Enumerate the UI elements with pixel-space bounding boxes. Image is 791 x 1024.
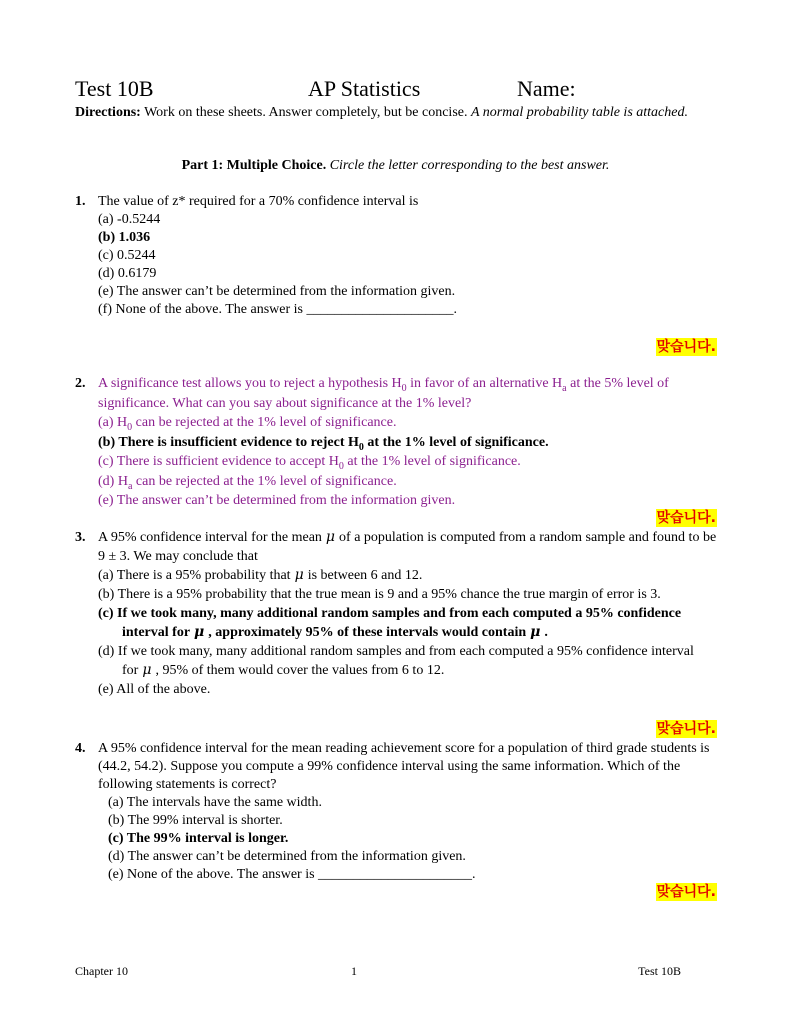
correct-badge: 맞습니다.	[656, 884, 716, 900]
question-number: 1.	[75, 194, 86, 209]
option-a[interactable]: (a) The intervals have the same width.	[108, 795, 322, 810]
question-stem: A significance test allows you to reject a hypothesis $H_0$ in favor of an alternative $H_a$ at the 5% level of significance. What can you say about significance at the 1% level?	[98, 376, 669, 411]
question-number: 2.	[75, 376, 86, 391]
directions	[75, 104, 715, 122]
mu-symbol: μ	[530, 624, 541, 640]
mu-symbol: μ	[194, 624, 205, 640]
option-d[interactable]: (d) 0.6179	[98, 266, 157, 281]
question-4	[75, 740, 720, 884]
page-footer	[75, 964, 681, 978]
footer-page-number: 1	[351, 964, 357, 978]
directions-italic: A normal probability table is attached.	[470, 105, 688, 120]
name-label: Name:	[517, 76, 576, 101]
question-3	[75, 528, 720, 699]
question-stem: The value of z* required for a 70% confidence interval is	[98, 194, 419, 209]
option-b[interactable]: (b) There is insufficient evidence to reject $H_0$ at the 1% level of significance.	[98, 434, 549, 453]
option-e[interactable]: (e) All of the above.	[98, 682, 211, 697]
option-b[interactable]: (b) The 99% interval is shorter.	[108, 813, 283, 828]
question-stem: A 95% confidence interval for the mean μ of a population is computed from a random sample and found to be 9 ± 3. We may conclude that	[98, 529, 717, 564]
option-d[interactable]: (d) The answer can’t be determined from the information given.	[108, 849, 466, 864]
option-e[interactable]: (e) The answer can’t be determined from the information given.	[98, 284, 456, 299]
test-title: Test 10B	[75, 76, 154, 101]
option-c[interactable]: (c) There is sufficient evidence to accept $H_0$ at the 1% level of significance.	[98, 454, 521, 472]
option-c[interactable]: (c) The 99% interval is longer.	[108, 831, 289, 846]
mu-symbol: μ	[294, 567, 304, 583]
part-1-heading	[0, 157, 791, 175]
footer-chapter: Chapter 10	[75, 964, 128, 978]
question-2	[75, 374, 720, 511]
correct-badge: 맞습니다.	[656, 510, 716, 526]
correct-badge: 맞습니다.	[656, 339, 716, 355]
question-stem: A 95% confidence interval for the mean reading achievement score for a population of third grade students is (44.2, 54.2). Suppose you compute a 99% confidence interval using the same information. Which of the following statements is correct?	[98, 741, 710, 792]
directions-label: Directions:	[75, 105, 141, 120]
page-title	[75, 76, 735, 102]
course-title: AP Statistics	[308, 76, 421, 101]
option-b[interactable]: (b) 1.036	[98, 230, 151, 245]
question-number: 4.	[75, 741, 86, 756]
mu-symbol: μ	[325, 529, 336, 545]
option-c[interactable]: (c) If we took many, many additional random samples and from each computed a 95% confidence interval for μ , approximately 95% of these intervals would contain μ .	[98, 606, 682, 640]
question-number: 3.	[75, 530, 86, 545]
option-a[interactable]: (a) -0.5244	[98, 212, 161, 227]
correct-badge: 맞습니다.	[656, 721, 716, 737]
option-e[interactable]: (e) The answer can’t be determined from the information given.	[98, 493, 456, 508]
option-a[interactable]: (a) $H_0$ can be rejected at the 1% level of significance.	[98, 415, 397, 433]
option-a[interactable]: (a) There is a 95% probability that μ is between 6 and 12.	[98, 567, 423, 583]
option-d[interactable]: (d) $H_a$ can be rejected at the 1% level of significance.	[98, 473, 397, 492]
option-c[interactable]: (c) 0.5244	[98, 248, 156, 263]
option-b[interactable]: (b) There is a 95% probability that the true mean is 9 and a 95% chance the true margin of error is 3.	[98, 587, 661, 602]
mu-symbol: μ	[142, 662, 152, 678]
option-f[interactable]: (f) None of the above. The answer is _____________________.	[98, 302, 458, 317]
question-1	[75, 193, 720, 319]
directions-text: Work on these sheets. Answer completely, but be concise.	[144, 105, 468, 120]
footer-test: Test 10B	[638, 964, 681, 978]
part-1-label: Part 1: Multiple Choice.	[181, 158, 327, 173]
option-d[interactable]: (d) If we took many, many additional random samples and from each computed a 95% confidence interval for μ , 95% of them would cover the values from 6 to 12.	[98, 644, 694, 678]
option-e[interactable]: (e) None of the above. The answer is ______________________.	[108, 867, 476, 882]
part-1-instruction: Circle the letter corresponding to the best answer.	[329, 158, 610, 173]
